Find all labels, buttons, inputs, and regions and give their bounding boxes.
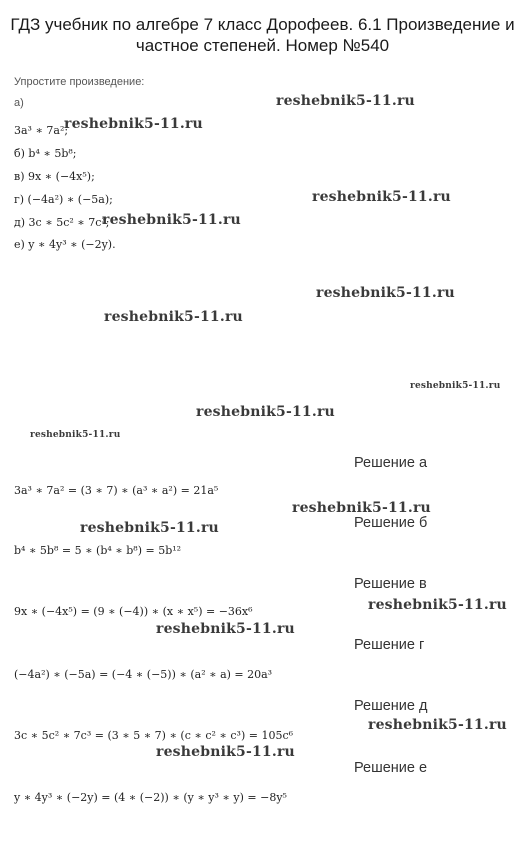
watermark: reshebnik5-11.ru	[368, 597, 507, 613]
solution-v-heading: Решение в	[354, 576, 427, 592]
watermark: reshebnik5-11.ru	[80, 520, 219, 536]
task-b: б) b⁴ ∗ 5b⁸;	[14, 147, 77, 160]
task-a-label: а)	[14, 97, 24, 109]
watermark: reshebnik5-11.ru	[196, 404, 335, 420]
task-a: 3a³ ∗ 7a²;	[14, 124, 69, 137]
watermark: reshebnik5-11.ru	[156, 744, 295, 760]
watermark: reshebnik5-11.ru	[316, 285, 455, 301]
watermark: reshebnik5-11.ru	[312, 189, 451, 205]
solution-e-heading: Решение е	[354, 760, 428, 776]
task-intro: Упростите произведение:	[14, 76, 145, 88]
watermark: reshebnik5-11.ru	[104, 309, 243, 325]
task-v: в) 9x ∗ (−4x⁵);	[14, 170, 95, 183]
watermark: reshebnik5-11.ru	[292, 500, 431, 516]
watermark: reshebnik5-11.ru	[64, 116, 203, 132]
solution-g: (−4a²) ∗ (−5a) = (−4 ∗ (−5)) ∗ (a² ∗ a) = 20a³	[14, 668, 273, 681]
task-g: г) (−4a²) ∗ (−5a);	[14, 193, 113, 206]
watermark: reshebnik5-11.ru	[102, 212, 241, 228]
task-e: е) y ∗ 4y³ ∗ (−2y).	[14, 238, 116, 251]
solution-g-heading: Решение г	[354, 637, 425, 653]
solution-a-heading: Решение а	[354, 455, 428, 471]
solution-b: b⁴ ∗ 5b⁸ = 5 ∗ (b⁴ ∗ b⁸) = 5b¹²	[14, 544, 182, 557]
solution-d-heading: Решение д	[354, 698, 428, 714]
watermark: reshebnik5-11.ru	[30, 430, 121, 440]
page-title: ГДЗ учебник по алгебре 7 класс Дорофеев. 6.1 Произведение и частное степеней. Номер №540	[10, 15, 515, 55]
task-d: д) 3c ∗ 5c² ∗ 7c³;	[14, 216, 110, 229]
solution-e: y ∗ 4y³ ∗ (−2y) = (4 ∗ (−2)) ∗ (y ∗ y³ ∗ y) = −8y⁵	[14, 791, 287, 804]
solution-a: 3a³ ∗ 7a² = (3 ∗ 7) ∗ (a³ ∗ a²) = 21a⁵	[14, 484, 219, 497]
watermark: reshebnik5-11.ru	[156, 621, 295, 637]
watermark: reshebnik5-11.ru	[368, 717, 507, 733]
solution-v: 9x ∗ (−4x⁵) = (9 ∗ (−4)) ∗ (x ∗ x⁵) = −36x⁶	[14, 605, 253, 618]
watermark: reshebnik5-11.ru	[410, 381, 501, 391]
watermark: reshebnik5-11.ru	[276, 93, 415, 109]
solution-d: 3c ∗ 5c² ∗ 7c³ = (3 ∗ 5 ∗ 7) ∗ (c ∗ c² ∗ c³) = 105c⁶	[14, 729, 294, 742]
solution-b-heading: Решение б	[354, 515, 428, 531]
